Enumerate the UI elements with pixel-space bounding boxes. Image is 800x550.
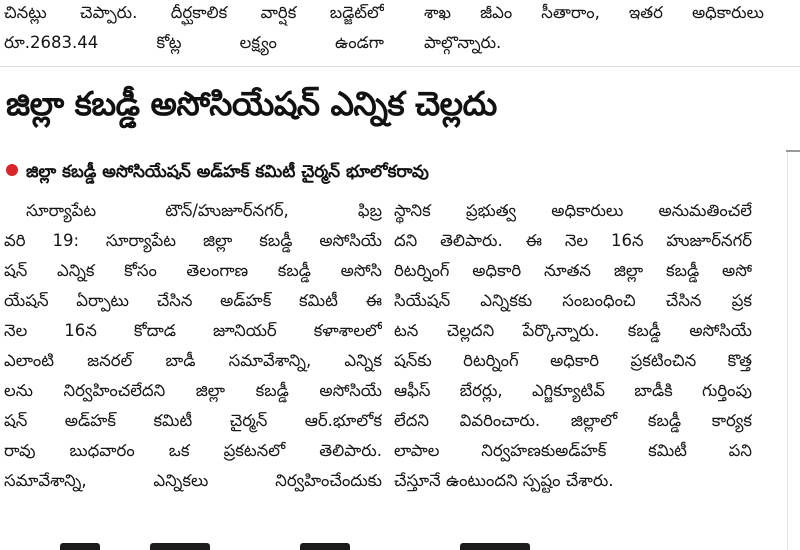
side-rule-mark [786, 150, 800, 152]
cropped-glyph [60, 543, 100, 550]
text-line: వరి 19: సూర్యాపేట జిల్లా కబడ్డీ అసోసియే [4, 231, 382, 250]
cropped-next-headline [0, 537, 800, 550]
text-line: లేదని వివరించారు. జిల్లాలో కబడ్డీ కార్యక [394, 411, 752, 430]
section-divider [0, 66, 800, 67]
article-body-right-column [394, 196, 752, 496]
text-line: యేషన్ ఏర్పాటు చేసిన అడ్‌హక్ కమిటీ ఈ [4, 291, 382, 310]
text-line: ఎలాంటి జనరల్ బాడీ సమావేశాన్ని, ఎన్నిక [4, 351, 382, 370]
text-line: లను నిర్వహించలేదని జిల్లా కబడ్డీ అసోసియే [4, 381, 382, 400]
text-line: రూ.2683.44 కోట్ల లక్ష్యం ఉండగా [4, 33, 384, 52]
text-line: ఆఫీస్ బేరర్లు, ఎగ్జిక్యూటివ్ బాడీకి గుర్తింపు [394, 381, 752, 400]
cropped-glyph [460, 543, 530, 550]
text-line: సియేషన్ ఎన్నికకు సంబంధించి చేసిన ప్రక [394, 291, 752, 310]
text-line: షన్ అడ్‌హక్ కమిటీ చైర్మన్ ఆర్.భూలోక [4, 411, 382, 430]
text-line: షన్ ఎన్నిక కోసం తెలంగాణ కబడ్డీ అసోసి [4, 261, 382, 280]
text-line: శాఖ జీఎం సీతారాం, ఇతర అధికారులు [424, 3, 764, 22]
previous-article-left-column [4, 0, 384, 58]
text-line: రిటర్నింగ్ అధికారి నూతన జిల్లా కబడ్డీ అసో [394, 261, 752, 280]
red-bullet-icon [6, 164, 18, 176]
text-line: సమావేశాన్ని, ఎన్నికలు నిర్వహించేందుకు [4, 471, 382, 490]
subheading-text: జిల్లా కబడ్డీ అసోసియేషన్ అడ్‌హక్ కమిటీ చైర్మన్ భూలోకరావు [26, 162, 429, 182]
previous-article-right-column [424, 0, 764, 58]
text-line: రావు బుధవారం ఒక ప్రకటనలో తెలిపారు. [4, 441, 382, 460]
text-line: లాపాల నిర్వహణకుఅడ్‌హక్ కమిటీ పని [394, 441, 752, 460]
text-line: చేస్తూనే ఉంటుందని స్పష్టం చేశారు. [394, 471, 614, 490]
text-line: స్థానిక ప్రభుత్వ అధికారులు అనుమతించలే [394, 201, 752, 220]
text-line: నెల 16న కోదాడ జూనియర్ కళాశాలలో [4, 321, 382, 340]
text-line: సూర్యాపేట టౌన్/హుజూర్‌నగర్, ఫిబ్ర [26, 201, 382, 220]
text-line: షన్‌కు రిటర్నింగ్ అధికారి ప్రకటించిన కొత్త [394, 351, 752, 370]
text-line: చినట్లు చెప్పారు. దీర్ఘకాలిక వార్షిక బడ్జెట్‌లో [4, 3, 384, 22]
cropped-glyph [300, 543, 350, 550]
cropped-glyph [150, 543, 210, 550]
text-line: టన చెల్లదని పేర్కొన్నారు. కబడ్డీ అసోసియే [394, 321, 752, 340]
article-headline: జిల్లా కబడ్డీ అసోసియేషన్ ఎన్నిక చెల్లదు [6, 84, 497, 123]
column-divider [787, 152, 788, 550]
article-subheading [6, 162, 626, 186]
article-body-left-column [4, 196, 382, 496]
text-line: దని తెలిపారు. ఈ నెల 16న హుజూర్‌నగర్ [394, 231, 752, 250]
text-line: పాల్గొన్నారు. [424, 33, 502, 52]
